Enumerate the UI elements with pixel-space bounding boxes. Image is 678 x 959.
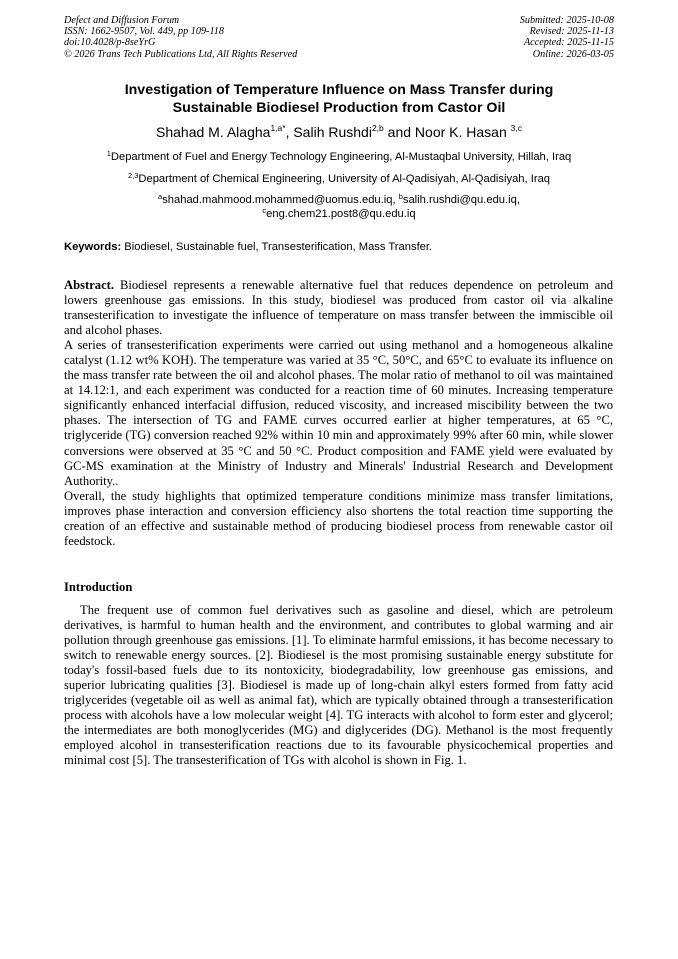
abstract-paragraph-3: Overall, the study highlights that optimized temperature conditions minimize mass transfer limitations, improves phase interaction and conversion efficiency also shortens the total reaction time supporting the creation of an effective and sustainable method of producing biodiesel process from renewable castor oil feedstock. <box>64 488 613 548</box>
keywords-label: Keywords: <box>64 241 122 253</box>
revised-date: Revised: 2025-11-13 <box>529 26 614 38</box>
introduction-section <box>64 603 613 769</box>
email-b-sup: b <box>398 192 403 201</box>
introduction-heading: Introduction <box>64 580 133 594</box>
author-list <box>40 123 638 141</box>
author-2-sup: 2,b <box>371 123 384 133</box>
affiliation-2 <box>30 172 648 186</box>
email-c[interactable]: eng.chem21.post8@qu.edu.iq <box>266 208 416 220</box>
title-line-1: Investigation of Temperature Influence on Mass Transfer during <box>124 82 554 98</box>
affiliation-1-text: Department of Fuel and Energy Technology Engineering, Al-Mustaqbal University, Hillah, Iraq <box>110 151 572 163</box>
email-b[interactable]: salih.rushdi@qu.edu.iq, <box>402 194 520 206</box>
abstract-label: Abstract. <box>64 278 115 292</box>
email-a-sup: a <box>158 192 163 201</box>
author-2: Salih Rushdi <box>293 124 372 140</box>
header-right <box>520 15 614 60</box>
abstract-paragraph-1 <box>64 278 613 338</box>
author-separator: and <box>383 124 415 140</box>
abstract-section <box>64 278 613 549</box>
affiliation-2-text: Department of Chemical Engineering, University of Al-Qadisiyah, Al-Qadisiyah, Iraq <box>138 173 551 185</box>
author-1-sup: 1,a* <box>270 123 286 133</box>
header-left <box>64 15 297 60</box>
email-line-1 <box>30 193 648 207</box>
email-line-2 <box>30 207 648 221</box>
journal-name: Defect and Diffusion Forum <box>64 15 180 26</box>
keywords-text: Biodiesel, Sustainable fuel, Transesterification, Mass Transfer. <box>121 241 433 253</box>
email-c-sup: c <box>262 206 267 215</box>
email-a[interactable]: shahad.mahmood.mohammed@uomus.edu.iq, <box>162 194 399 206</box>
copyright: © 2026 Trans Tech Publications Ltd, All Rights Reserved <box>64 48 298 60</box>
author-3-sup: 3,c <box>510 123 522 133</box>
paper-title <box>40 81 638 117</box>
submitted-date: Submitted: 2025-10-08 <box>519 15 614 26</box>
affiliation-1-sup: 1 <box>106 149 111 158</box>
affiliation-2-sup: 2,3 <box>127 171 139 180</box>
affiliation-1 <box>30 150 648 164</box>
keywords <box>64 240 614 254</box>
issn-info: ISSN: 1662-9507, Vol. 449, pp 109-118 <box>64 26 224 38</box>
author-3: Noor K. Hasan <box>414 124 511 140</box>
journal-header <box>64 15 614 65</box>
accepted-date: Accepted: 2025-11-15 <box>523 37 614 49</box>
doi[interactable]: doi:10.4028/p-8seYrG <box>64 37 156 49</box>
abstract-paragraph-1-text: Biodiesel represents a renewable alternative fuel that reduces dependence on petroleum and lowers greenhouse gas emissions. In this study, biodiesel was produced from castor oil via alkaline transesterification to investigate the influence of temperature on mass transfer between the immiscible oil and alcohol phases. <box>64 278 613 338</box>
author-1: Shahad M. Alagha <box>156 124 271 140</box>
title-line-2: Sustainable Biodiesel Production from Castor Oil <box>172 100 506 116</box>
author-separator: , <box>285 124 294 140</box>
introduction-paragraph-1: The frequent use of common fuel derivatives such as gasoline and diesel, which are petroleum derivatives, is harmful to human health and the environment, and contributes to global warming and air pollution through greenhouse gas emissions. [1]. To eliminate harmful emissions, it has become necessary to switch to renewable energy sources. [2]. Biodiesel is the most promising sustainable energy substitute for today's fossil-based fuels due to its nontoxicity, biodegradability, low greenhouse gas emissions, and superior lubricating qualities [3]. Biodiesel is made up of long-chain alkyl esters formed from fatty acid triglycerides (vegetable oil as well as animal fat), which are typically obtained through a transesterification process with alcohols have a low molecular weight [4]. TG interacts with alcohol to form ester and glycerol; the intermediates are both monoglycerides (MG) and diglycerides (DG). Methanol is the most frequently employed alcohol in transesterification reactions due to its favourable physicochemical properties and minimal cost [5]. The transesterification of TGs with alcohol is shown in Fig. 1. <box>64 603 613 768</box>
online-date: Online: 2026-03-05 <box>532 48 614 60</box>
abstract-paragraph-2: A series of transesterification experiments were carried out using methanol and a homogeneous alkaline catalyst (1.12 wt% KOH). The temperature was varied at 35 °C, 50°C, and 65°C to evaluate its influence on the mass transfer rate between the oil and alcohol phases. The molar ratio of methanol to oil was maintained at 14.12:1, and each experiment was conducted for a reaction time of 60 minutes. Increasing temperature significantly enhanced interfacial diffusion, reduced viscosity, and increased miscibility between the two phases. The intersection of TG and FAME curves occurred earlier at higher temperatures, at 65 °C, triglyceride (TG) conversion reached 92% within 10 min and approximately 99% after 60 min, while slower conversions were observed at 35 °C and 50 °C. Product composition and FAME yield were evaluated by GC-MS examination at the Ministry of Industry and Minerals' Industrial Research and Development Authority.. <box>64 338 613 488</box>
